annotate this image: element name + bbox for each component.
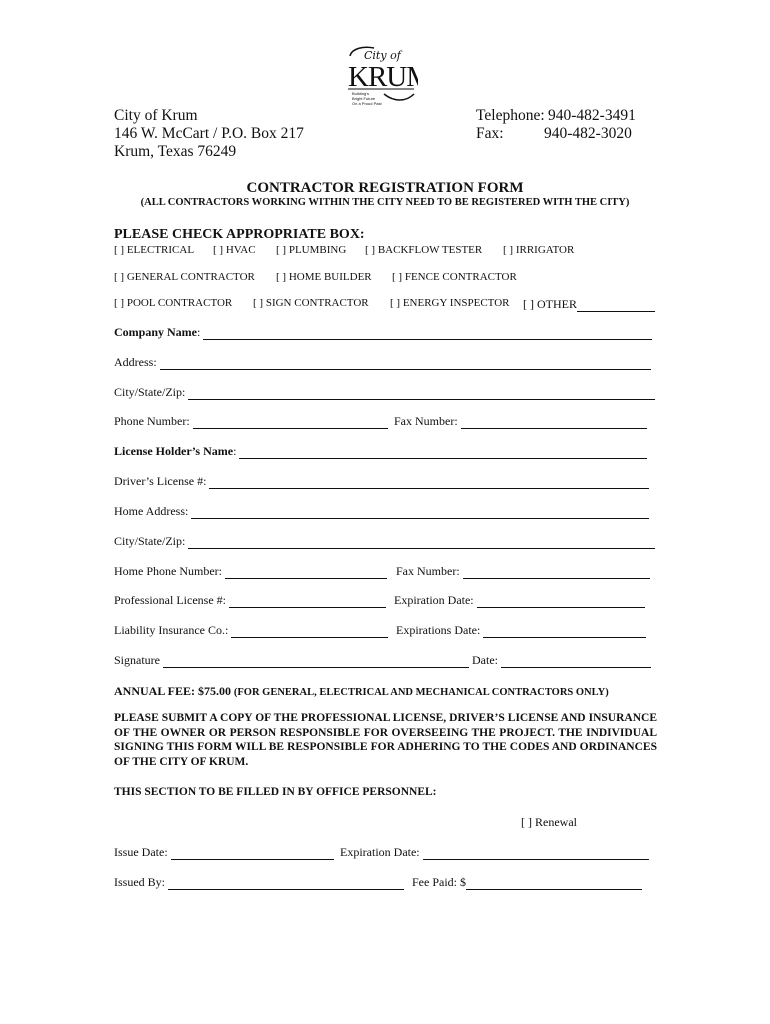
address-line[interactable] [160, 358, 651, 370]
form-subtitle: (ALL CONTRACTORS WORKING WITHIN THE CITY NEED TO BE REGISTERED WITH THE CITY) [140, 197, 630, 208]
drivers-license-line[interactable] [209, 477, 649, 489]
phone-number-label: Phone Number: [114, 414, 190, 428]
date-label: Date: [472, 653, 498, 667]
office-section-heading: THIS SECTION TO BE FILLED IN BY OFFICE PERSONNEL: [114, 786, 437, 798]
checkbox-hvac[interactable]: [ ] HVAC [213, 244, 256, 256]
professional-license-field [114, 593, 386, 608]
license-holder-name-field [114, 444, 647, 459]
fax-label: Fax: [476, 125, 504, 142]
city-state-zip-2-line[interactable] [188, 537, 655, 549]
checkbox-other-label: [ ] OTHER [523, 297, 577, 311]
annual-fee-note: (FOR GENERAL, ELECTRICAL AND MECHANICAL CONTRACTORS ONLY) [233, 687, 609, 698]
expirations-date-label: Expirations Date: [396, 623, 481, 637]
telephone-number: 940-482-3491 [548, 107, 636, 124]
home-address-label: Home Address: [114, 504, 189, 518]
drivers-license-field [114, 474, 649, 489]
city-state-zip-label: City/State/Zip: [114, 385, 186, 399]
city-state-zip-field [114, 385, 655, 400]
drivers-license-label: Driver’s License #: [114, 474, 207, 488]
checkbox-energy-inspector[interactable]: [ ] ENERGY INSPECTOR [390, 297, 510, 309]
header-address: 146 W. McCart / P.O. Box 217 [114, 125, 304, 142]
company-name-label: Company Name [114, 325, 197, 339]
check-box-heading: PLEASE CHECK APPROPRIATE BOX: [114, 227, 365, 242]
checkbox-sign-contractor[interactable]: [ ] SIGN CONTRACTOR [253, 297, 369, 309]
logo-main-text: KRU [348, 61, 407, 93]
phone-number-line[interactable] [193, 417, 388, 429]
home-address-line[interactable] [191, 507, 649, 519]
checkbox-general-contractor[interactable]: [ ] GENERAL CONTRACTOR [114, 271, 255, 283]
date-field [472, 653, 651, 668]
expiration-date-line[interactable] [477, 596, 645, 608]
liability-insurance-label: Liability Insurance Co.: [114, 623, 229, 637]
checkbox-pool-contractor[interactable]: [ ] POOL CONTRACTOR [114, 297, 233, 309]
license-holder-colon: : [233, 444, 237, 458]
home-phone-number-label: Home Phone Number: [114, 564, 222, 578]
checkbox-electrical[interactable]: [ ] ELECTRICAL [114, 244, 195, 256]
issued-by-line[interactable] [168, 878, 404, 890]
logo-script-text: City of [364, 49, 401, 62]
issued-by-label: Issued By: [114, 875, 165, 889]
issued-by-field [114, 875, 404, 890]
fee-paid-line[interactable] [466, 878, 642, 890]
telephone-label: Telephone: [476, 107, 545, 124]
checkbox-irrigator[interactable]: [ ] IRRIGATOR [503, 244, 575, 256]
signature-label: Signature [114, 653, 160, 667]
issue-date-field [114, 845, 334, 860]
professional-license-line[interactable] [229, 596, 386, 608]
office-expiration-date-label: Expiration Date: [340, 845, 420, 859]
fax-number-label: Fax Number: [394, 414, 458, 428]
checkbox-backflow-tester[interactable]: [ ] BACKFLOW TESTER [365, 244, 483, 256]
home-address-field [114, 504, 649, 519]
logo-tag-line-2: Bright Future [352, 96, 376, 101]
company-name-line[interactable] [203, 328, 652, 340]
fax-number-line[interactable] [461, 417, 647, 429]
fax-number-2-field [396, 564, 650, 579]
city-state-zip-2-field [114, 534, 655, 549]
checkbox-fence-contractor[interactable]: [ ] FENCE CONTRACTOR [392, 271, 517, 283]
annual-fee-line [114, 684, 609, 699]
annual-fee-label: ANNUAL FEE: $75.00 [114, 684, 232, 698]
fee-paid-label: Fee Paid: $ [412, 875, 466, 889]
expiration-date-field [394, 593, 645, 608]
fax-number-2-label: Fax Number: [396, 564, 460, 578]
signature-field [114, 653, 469, 668]
fax-number-2-line[interactable] [463, 567, 650, 579]
license-holder-name-label: License Holder’s Name [114, 444, 234, 458]
expirations-date-field [396, 623, 646, 638]
home-phone-number-line[interactable] [225, 567, 387, 579]
office-expiration-date-line[interactable] [423, 848, 649, 860]
city-state-zip-2-label: City/State/Zip: [114, 534, 186, 548]
professional-license-label: Professional License #: [114, 593, 226, 607]
header-city-state-zip: Krum, Texas 76249 [114, 143, 237, 160]
liability-insurance-field [114, 623, 388, 638]
city-state-zip-line[interactable] [188, 388, 655, 400]
other-line[interactable] [577, 300, 655, 312]
checkbox-home-builder[interactable]: [ ] HOME BUILDER [276, 271, 372, 283]
phone-number-field [114, 414, 388, 429]
home-phone-number-field [114, 564, 387, 579]
logo-tag-line-3: On a Proud Past [352, 101, 382, 106]
checkbox-plumbing[interactable]: [ ] PLUMBING [276, 244, 347, 256]
liability-insurance-line[interactable] [231, 626, 388, 638]
company-name-field [114, 325, 652, 340]
signature-line[interactable] [163, 656, 469, 668]
license-holder-name-line[interactable] [239, 447, 647, 459]
header-city: City of Krum [114, 107, 198, 124]
logo-tag-line-1: Building's [352, 91, 369, 96]
address-field [114, 355, 651, 370]
renewal-checkbox[interactable]: [ ] Renewal [521, 815, 577, 829]
date-line[interactable] [501, 656, 651, 668]
submit-instructions: PLEASE SUBMIT A COPY OF THE PROFESSIONAL LICENSE, DRIVER’S LICENSE AND INSURANCE OF THE OWNER OR PERSON RESPONSIBLE FOR OVERSEEING THE PROJECT. THE INDIVIDUAL SIGNING THIS FORM WILL BE RESPONSIBLE FOR ADHERING TO THE CODES AND ORDINANCES OF THE CITY OF KRUM. [114, 712, 657, 768]
form-title: CONTRACTOR REGISTRATION FORM [246, 180, 524, 196]
expirations-date-line[interactable] [483, 626, 646, 638]
issue-date-label: Issue Date: [114, 845, 168, 859]
checkbox-other[interactable] [523, 297, 655, 312]
fax-number: 940-482-3020 [544, 125, 632, 142]
expiration-date-label: Expiration Date: [394, 593, 474, 607]
address-label: Address: [114, 355, 157, 369]
company-name-colon: : [197, 325, 201, 339]
city-of-krum-logo [344, 46, 418, 106]
office-expiration-date-field [340, 845, 649, 860]
fee-paid-field [412, 875, 642, 890]
fax-number-field [394, 414, 647, 429]
issue-date-line[interactable] [171, 848, 334, 860]
